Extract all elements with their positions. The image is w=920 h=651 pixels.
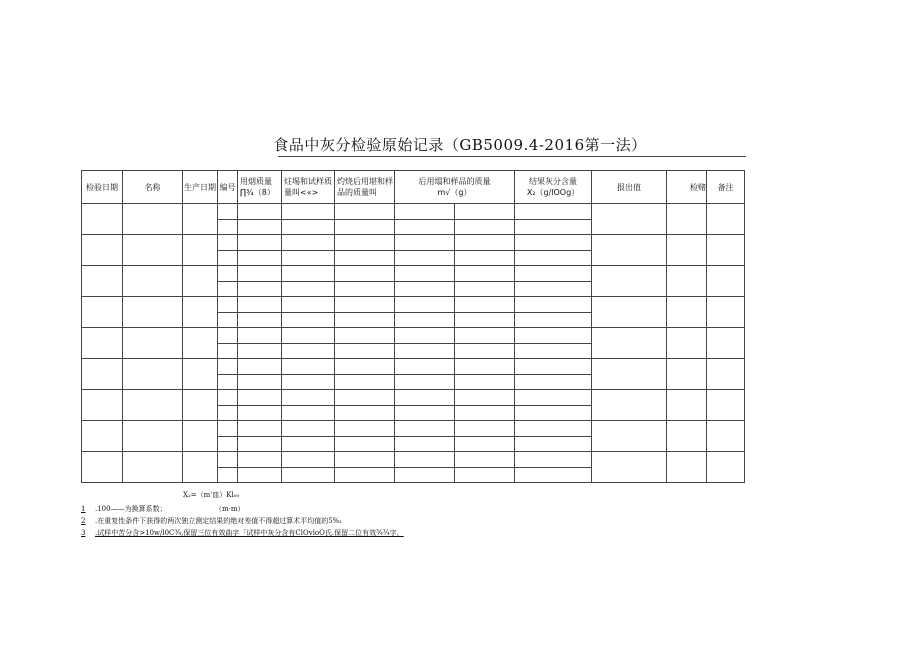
header-row [82,171,745,204]
cell-name[interactable] [123,266,183,297]
cell-after-burn[interactable] [335,374,395,390]
cell-crucible-sample[interactable] [282,452,335,468]
cell-date[interactable] [82,297,123,328]
cell-crucible-mass[interactable] [238,421,282,437]
cell-crucible-sample[interactable] [282,250,335,266]
cell-after-burn[interactable] [335,343,395,359]
cell-inspector[interactable] [667,297,707,328]
cell-crucible-sample[interactable] [282,390,335,406]
cell-number[interactable] [218,250,238,266]
cell-after-crucible-b[interactable] [455,250,515,266]
cell-name[interactable] [123,421,183,452]
cell-production-date[interactable] [183,297,218,328]
cell-result[interactable] [515,405,592,421]
cell-remark[interactable] [707,204,745,235]
cell-number[interactable] [218,328,238,344]
cell-after-crucible-b[interactable] [455,297,515,313]
cell-after-crucible-b[interactable] [455,266,515,282]
header-after-crucible-line1: 后用塌和样品的质量 [418,177,491,186]
cell-inspector[interactable] [667,359,707,390]
cell-crucible-mass[interactable] [238,219,282,235]
cell-after-crucible-b[interactable] [455,281,515,297]
cell-inspector[interactable] [667,421,707,452]
cell-name[interactable] [123,235,183,266]
cell-result[interactable] [515,235,592,251]
header-crucible-sample-line1: 炷埸和试样质 [284,177,332,186]
cell-number[interactable] [218,467,238,483]
cell-after-burn[interactable] [335,405,395,421]
cell-date[interactable] [82,390,123,421]
cell-after-crucible-b[interactable] [455,219,515,235]
cell-crucible-mass[interactable] [238,405,282,421]
cell-after-crucible-b[interactable] [455,421,515,437]
cell-inspector[interactable] [667,328,707,359]
header-crucible-mass [238,171,282,204]
header-after-burn-line1: 灼烧后用堪和样 [337,177,393,186]
cell-number[interactable] [218,374,238,390]
cell-remark[interactable] [707,390,745,421]
cell-inspector[interactable] [667,204,707,235]
cell-after-burn[interactable] [335,266,395,282]
cell-crucible-mass[interactable] [238,359,282,375]
cell-production-date[interactable] [183,421,218,452]
header-crucible-mass-line2: ∏¾（8） [240,188,275,197]
cell-after-crucible-a[interactable] [395,266,455,282]
cell-after-burn[interactable] [335,235,395,251]
cell-inspector[interactable] [667,266,707,297]
table-row [82,390,745,406]
table-row [82,235,745,251]
cell-number[interactable] [218,297,238,313]
cell-production-date[interactable] [183,452,218,483]
cell-production-date[interactable] [183,390,218,421]
cell-result[interactable] [515,312,592,328]
cell-crucible-sample[interactable] [282,235,335,251]
cell-date[interactable] [82,359,123,390]
cell-after-crucible-b[interactable] [455,235,515,251]
cell-number[interactable] [218,266,238,282]
cell-after-crucible-b[interactable] [455,436,515,452]
cell-name[interactable] [123,204,183,235]
cell-after-crucible-b[interactable] [455,452,515,468]
cell-number[interactable] [218,204,238,220]
cell-production-date[interactable] [183,266,218,297]
cell-reported-value[interactable] [592,235,667,266]
cell-crucible-mass[interactable] [238,467,282,483]
table-row [82,204,745,220]
cell-result[interactable] [515,452,592,468]
note-text-2: .在重复性条件下获得的两次独立测定结果的绝对差值不得超过算术平均值的5%₁ [95,517,343,525]
header-remark: 备注 [707,171,745,204]
cell-crucible-sample[interactable] [282,405,335,421]
cell-reported-value[interactable] [592,204,667,235]
cell-crucible-sample[interactable] [282,219,335,235]
note-item-2 [81,516,342,526]
cell-date[interactable] [82,204,123,235]
cell-reported-value[interactable] [592,359,667,390]
cell-crucible-mass[interactable] [238,266,282,282]
cell-crucible-sample[interactable] [282,374,335,390]
cell-after-crucible-a[interactable] [395,436,455,452]
cell-date[interactable] [82,266,123,297]
cell-date[interactable] [82,328,123,359]
cell-after-crucible-a[interactable] [395,281,455,297]
header-date: 检验日期 [82,171,123,204]
page-title: 食品中灰分检验原始记录（GB5009.4-2016第一法） [273,136,647,154]
cell-remark[interactable] [707,297,745,328]
cell-after-crucible-a[interactable] [395,328,455,344]
note-text-3: .试样中苦分含>10w/l0C¾,保留三位有效曲字「试样中灰分含有ClOvloO氏.保留二位有效¾¾字， [95,529,404,537]
cell-after-crucible-a[interactable] [395,235,455,251]
cell-result[interactable] [515,204,592,220]
cell-after-crucible-b[interactable] [455,328,515,344]
cell-after-crucible-b[interactable] [455,405,515,421]
cell-production-date[interactable] [183,328,218,359]
cell-crucible-mass[interactable] [238,374,282,390]
cell-reported-value[interactable] [592,328,667,359]
cell-remark[interactable] [707,359,745,390]
cell-crucible-sample[interactable] [282,421,335,437]
header-production-date: 生产日期 [183,171,218,204]
cell-after-crucible-a[interactable] [395,359,455,375]
cell-number[interactable] [218,405,238,421]
cell-after-burn[interactable] [335,219,395,235]
cell-date[interactable] [82,421,123,452]
cell-crucible-mass[interactable] [238,250,282,266]
table-row [82,359,745,375]
cell-reported-value[interactable] [592,421,667,452]
cell-after-crucible-b[interactable] [455,343,515,359]
cell-after-crucible-a[interactable] [395,390,455,406]
cell-result[interactable] [515,436,592,452]
header-name: 名称 [123,171,183,204]
cell-after-burn[interactable] [335,467,395,483]
header-result [515,171,592,204]
cell-number[interactable] [218,312,238,328]
cell-after-burn[interactable] [335,204,395,220]
cell-inspector[interactable] [667,390,707,421]
cell-name[interactable] [123,328,183,359]
cell-crucible-sample[interactable] [282,343,335,359]
cell-after-burn[interactable] [335,297,395,313]
cell-result[interactable] [515,219,592,235]
cell-after-crucible-a[interactable] [395,421,455,437]
table-row [82,452,745,468]
table-body [82,204,745,483]
cell-after-crucible-b[interactable] [455,204,515,220]
header-crucible-sample-line2: 量叫<«> [284,188,319,197]
cell-crucible-mass[interactable] [238,436,282,452]
note-item-3 [81,528,404,538]
cell-crucible-sample[interactable] [282,328,335,344]
cell-after-crucible-a[interactable] [395,374,455,390]
note-text-1: .100——为换算系数； [95,505,167,513]
header-crucible-sample [282,171,335,204]
cell-crucible-mass[interactable] [238,204,282,220]
header-reported-value: 报出值 [592,171,667,204]
cell-result[interactable] [515,266,592,282]
cell-crucible-mass[interactable] [238,297,282,313]
table-row [82,421,745,437]
cell-result[interactable] [515,359,592,375]
cell-number[interactable] [218,219,238,235]
cell-after-crucible-b[interactable] [455,359,515,375]
cell-name[interactable] [123,452,183,483]
cell-result[interactable] [515,421,592,437]
cell-reported-value[interactable] [592,297,667,328]
cell-result[interactable] [515,467,592,483]
header-after-burn-line2: 品的质量叫 [337,188,377,197]
cell-crucible-mass[interactable] [238,390,282,406]
cell-after-crucible-a[interactable] [395,250,455,266]
header-result-line2: X₂（g/lOOg） [526,188,580,197]
cell-crucible-mass[interactable] [238,452,282,468]
cell-after-burn[interactable] [335,436,395,452]
cell-number[interactable] [218,452,238,468]
cell-crucible-sample[interactable] [282,312,335,328]
cell-after-burn[interactable] [335,452,395,468]
cell-result[interactable] [515,328,592,344]
cell-crucible-sample[interactable] [282,359,335,375]
cell-after-crucible-a[interactable] [395,219,455,235]
cell-after-crucible-b[interactable] [455,312,515,328]
cell-after-burn[interactable] [335,421,395,437]
cell-after-crucible-a[interactable] [395,405,455,421]
cell-after-crucible-b[interactable] [455,467,515,483]
header-after-crucible-line2: m√（g） [437,188,472,197]
record-table [81,170,745,483]
table-row [82,328,745,344]
cell-after-crucible-a[interactable] [395,204,455,220]
cell-remark[interactable] [707,421,745,452]
cell-after-crucible-a[interactable] [395,343,455,359]
cell-result[interactable] [515,343,592,359]
cell-number[interactable] [218,390,238,406]
cell-number[interactable] [218,235,238,251]
cell-number[interactable] [218,436,238,452]
cell-after-crucible-a[interactable] [395,467,455,483]
cell-after-crucible-a[interactable] [395,297,455,313]
cell-after-burn[interactable] [335,281,395,297]
note-item-1 [81,504,167,514]
header-after-burn [335,171,395,204]
table-row [82,297,745,313]
header-after-crucible [395,171,515,204]
cell-crucible-mass[interactable] [238,328,282,344]
cell-crucible-sample[interactable] [282,204,335,220]
table-row [82,266,745,282]
cell-number[interactable] [218,281,238,297]
cell-crucible-sample[interactable] [282,266,335,282]
cell-after-burn[interactable] [335,328,395,344]
cell-crucible-sample[interactable] [282,436,335,452]
cell-after-crucible-b[interactable] [455,374,515,390]
cell-reported-value[interactable] [592,266,667,297]
cell-production-date[interactable] [183,235,218,266]
title-underline [278,156,746,157]
cell-crucible-sample[interactable] [282,467,335,483]
cell-after-crucible-a[interactable] [395,312,455,328]
note-number-2: 2 [81,517,86,525]
cell-remark[interactable] [707,452,745,483]
cell-remark[interactable] [707,266,745,297]
cell-after-crucible-a[interactable] [395,452,455,468]
cell-number[interactable] [218,421,238,437]
cell-result[interactable] [515,374,592,390]
cell-result[interactable] [515,281,592,297]
cell-after-burn[interactable] [335,250,395,266]
cell-crucible-mass[interactable] [238,281,282,297]
cell-reported-value[interactable] [592,452,667,483]
cell-date[interactable] [82,452,123,483]
cell-production-date[interactable] [183,204,218,235]
cell-after-burn[interactable] [335,390,395,406]
cell-crucible-sample[interactable] [282,297,335,313]
cell-remark[interactable] [707,328,745,359]
cell-date[interactable] [82,235,123,266]
cell-after-crucible-b[interactable] [455,390,515,406]
cell-crucible-mass[interactable] [238,235,282,251]
cell-remark[interactable] [707,235,745,266]
header-inspector: 检赌 [667,171,707,204]
cell-name[interactable] [123,390,183,421]
cell-crucible-mass[interactable] [238,312,282,328]
formula-numerator: X₂=（m'皿）Kl₀₀ [183,491,240,499]
cell-name[interactable] [123,297,183,328]
cell-name[interactable] [123,359,183,390]
header-crucible-mass-line1: 用烟质量 [240,177,272,186]
cell-result[interactable] [515,250,592,266]
header-number: 编号 [218,171,238,204]
cell-inspector[interactable] [667,452,707,483]
cell-crucible-sample[interactable] [282,281,335,297]
cell-production-date[interactable] [183,359,218,390]
cell-crucible-mass[interactable] [238,343,282,359]
cell-number[interactable] [218,359,238,375]
note-number-1: 1 [81,505,86,513]
cell-result[interactable] [515,297,592,313]
header-result-line1: 结果灰分含量 [529,177,577,186]
cell-inspector[interactable] [667,235,707,266]
formula-denominator: （m·m） [215,505,245,513]
cell-number[interactable] [218,343,238,359]
note-number-3: 3 [81,529,86,537]
cell-result[interactable] [515,390,592,406]
cell-after-burn[interactable] [335,359,395,375]
cell-reported-value[interactable] [592,390,667,421]
cell-after-burn[interactable] [335,312,395,328]
